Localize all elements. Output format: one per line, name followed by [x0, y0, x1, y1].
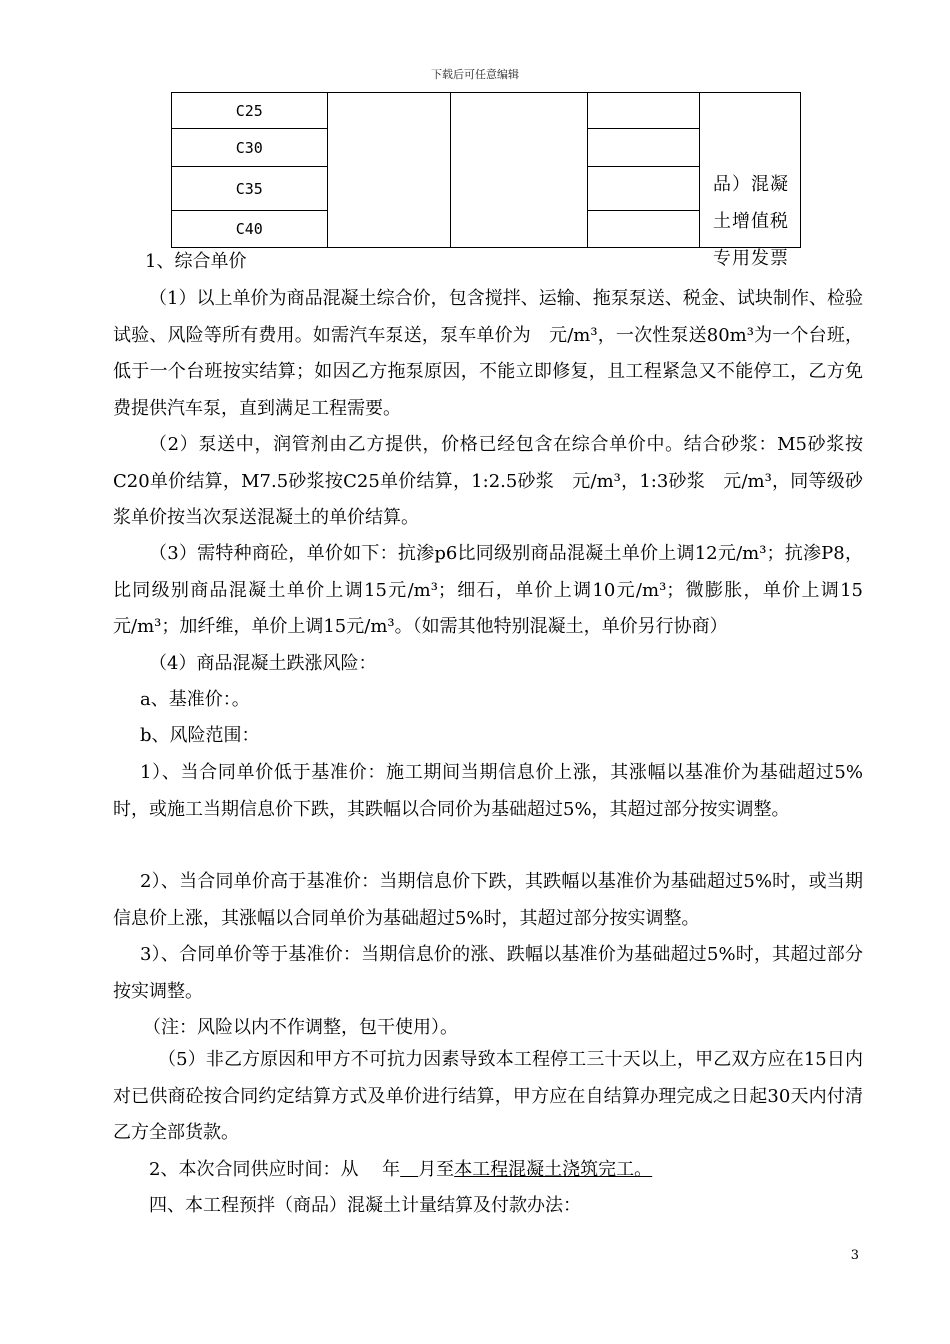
page-header: 下载后可任意编辑 — [431, 68, 519, 81]
paragraph: （5）非乙方原因和甲方不可抗力因素导致本工程停工三十天以上，甲乙双方应在15日内对已供商砼按合同约定结算方式及单价进行结算，甲方应在自结算办理完成之日起30天内付清乙方全部货款。 — [113, 1049, 863, 1143]
table-cell — [327, 93, 451, 248]
price-table — [171, 92, 801, 248]
invoice-note-line: 土增值税 — [713, 211, 789, 232]
paragraph: a、基准价：。 — [140, 689, 250, 710]
supply-time-prefix: 2、本次合同供应时间：从 年 — [149, 1159, 401, 1180]
table-cell — [451, 93, 588, 248]
paragraph: （注：风险以内不作调整，包干使用）。 — [143, 1017, 458, 1038]
paragraph: （3）需特种商砼，单价如下：抗渗p6比同级别商品混凝土单价上调12元/m³；抗渗P8，比同级别商品混凝土单价上调15元/m³；细石，单价上调10元/m³；微膨胀，单价上调15元/m³；加纤维，单价上调15元/m³。（如需其他特别混凝土，单价另行协商） — [113, 543, 863, 637]
paragraph: 1）、当合同单价低于基准价：施工期间当期信息价上涨，其涨幅以基准价为基础超过5%时，或施工当期信息价下跌，其跌幅以合同价为基础超过5%，其超过部分按实调整。 — [113, 762, 863, 820]
paragraph: 3）、合同单价等于基准价：当期信息价的涨、跌幅以基准价为基础超过5%时，其超过部分按实调整。 — [113, 944, 863, 1002]
supply-time-middle: 月至 — [418, 1159, 455, 1180]
grade-cell: C25 — [172, 93, 328, 129]
paragraph: （4）商品混凝土跌涨风险： — [149, 653, 377, 674]
supply-time-blank — [400, 1159, 418, 1180]
section-heading: 四、本工程预拌（商品）混凝土计量结算及付款办法： — [149, 1195, 581, 1216]
invoice-note — [713, 166, 801, 277]
page-number: 3 — [850, 1248, 859, 1263]
paragraph: b、风险范围： — [140, 725, 260, 746]
invoice-note-line: 专用发票 — [713, 248, 789, 269]
invoice-note-line: 品）混凝 — [713, 174, 789, 195]
grade-cell: C30 — [172, 129, 328, 167]
paragraph: （2）泵送中，润管剂由乙方提供，价格已经包含在综合单价中。结合砂浆：M5砂浆按C20单价结算，M7.5砂浆按C25单价结算，1:2.5砂浆 元/m³，1:3砂浆 元/m³，同等级砂浆单价按当次泵送混凝土的单价结算。 — [113, 434, 863, 528]
paragraph: 2）、当合同单价高于基准价：当期信息价下跌，其跌幅以基准价为基础超过5%时，或当期信息价上涨，其涨幅以合同单价为基础超过5%时，其超过部分按实调整。 — [113, 871, 863, 929]
grade-cell: C35 — [172, 167, 328, 211]
table-cell — [587, 129, 700, 167]
supply-time — [113, 1152, 863, 1189]
supply-time-end: 本工程混凝土浇筑完工。 — [454, 1159, 653, 1180]
paragraph: （1）以上单价为商品混凝土综合价，包含搅拌、运输、拖泵泵送、税金、试块制作、检验试验、风险等所有费用。如需汽车泵送，泵车单价为 元/m³，一次性泵送80m³为一个台班，低于一个台班按实结算；如因乙方拖泵原因，不能立即修复，且工程紧急又不能停工，乙方免费提供汽车泵，直到满足工程需要。 — [113, 288, 863, 419]
table-cell — [587, 93, 700, 129]
table-cell — [587, 211, 700, 248]
section-heading: 1、综合单价 — [145, 251, 247, 272]
table-cell — [587, 167, 700, 211]
grade-cell: C40 — [172, 211, 328, 248]
